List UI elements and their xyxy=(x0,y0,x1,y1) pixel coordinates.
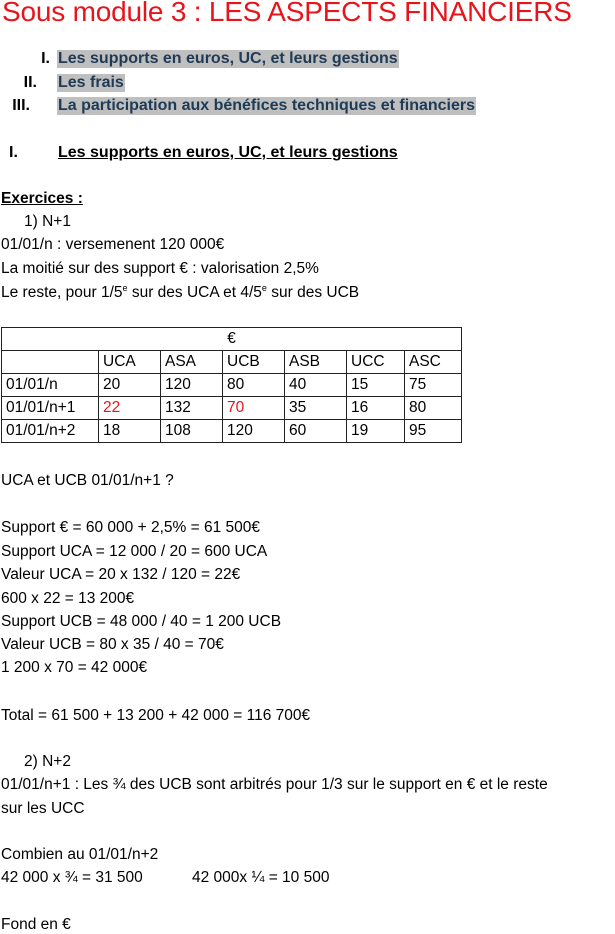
toc-item[interactable] xyxy=(0,74,615,96)
table-header-cell: UCB xyxy=(223,351,285,374)
table-cell: 01/01/n xyxy=(2,374,99,397)
table-header-cell: ASC xyxy=(405,351,462,374)
table-row xyxy=(2,374,462,397)
table-cell: 132 xyxy=(161,397,223,420)
exercise-2-calc: 42 000 x ¾ = 31 500 xyxy=(1,869,143,886)
section-heading-label: Les supports en euros, UC, et leurs gestions xyxy=(58,144,398,161)
table-cell: 01/01/n+2 xyxy=(2,420,99,443)
table-cell: 80 xyxy=(405,397,462,420)
text-fragment: Le reste, pour 1/5 xyxy=(1,284,123,302)
total-line: Total = 61 500 + 13 200 + 42 000 = 116 700€ xyxy=(1,707,311,724)
calc-line: Support UCB = 48 000 / 40 = 1 200 UCB xyxy=(1,613,282,630)
calc-line: Valeur UCB = 80 x 35 / 40 = 70€ xyxy=(1,636,224,653)
exercise-1-heading: 1) N+1 xyxy=(24,213,71,230)
toc-item-label: Les frais xyxy=(58,74,124,91)
toc-item-number: II. xyxy=(23,74,37,91)
table-cell: 95 xyxy=(405,420,462,443)
exercise-2-calc: 42 000x ¼ = 10 500 xyxy=(192,869,330,886)
table-cell: 18 xyxy=(99,420,161,443)
exercises-label: Exercices : xyxy=(1,190,83,207)
toc-item[interactable] xyxy=(0,50,615,72)
table-cell: 01/01/n+1 xyxy=(2,397,99,420)
table-cell: 20 xyxy=(99,374,161,397)
table-cell: 75 xyxy=(405,374,462,397)
calc-line: Valeur UCA = 20 x 132 / 120 = 22€ xyxy=(1,566,241,583)
exercise-2-line: Combien au 01/01/n+2 xyxy=(1,846,159,863)
table-header-cell xyxy=(2,351,99,374)
table-cell: 80 xyxy=(223,374,285,397)
superscript: e xyxy=(122,283,128,293)
table-cell: 60 xyxy=(285,420,347,443)
table-cell-highlighted: 22 xyxy=(99,397,161,420)
exercise-2-line: Fond en € xyxy=(1,916,71,933)
table-cell: 15 xyxy=(347,374,405,397)
table-cell: 35 xyxy=(285,397,347,420)
table-cell: 19 xyxy=(347,420,405,443)
table-row xyxy=(2,420,462,443)
superscript: e xyxy=(261,283,267,293)
exercise-1-line xyxy=(1,283,359,302)
exercise-1-line: La moitié sur des support € : valorisation 2,5% xyxy=(1,260,319,277)
section-heading xyxy=(58,144,398,162)
values-table xyxy=(1,327,462,443)
exercise-1-line: 01/01/n : versemenent 120 000€ xyxy=(1,236,225,253)
page-title: Sous module 3 : LES ASPECTS FINANCIERS xyxy=(2,0,572,27)
calc-line: 1 200 x 70 = 42 000€ xyxy=(1,659,148,676)
toc-item-number: I. xyxy=(41,50,50,67)
table-currency-row xyxy=(2,328,462,351)
exercise-2-line: sur les UCC xyxy=(1,800,85,817)
calc-line: 600 x 22 = 13 200€ xyxy=(1,590,135,607)
text-fragment: sur des UCA et 4/5 xyxy=(127,284,262,302)
exercise-2-line: 01/01/n+1 : Les ¾ des UCB sont arbitrés pour 1/3 sur le support en € et le reste xyxy=(1,776,548,793)
table-header-row xyxy=(2,351,462,374)
toc-item-label: Les supports en euros, UC, et leurs gestions xyxy=(58,50,398,67)
toc-item-number: III. xyxy=(12,97,30,114)
table-row xyxy=(2,397,462,420)
table-header-cell: ASB xyxy=(285,351,347,374)
currency-header: € xyxy=(2,328,462,351)
question-line: UCA et UCB 01/01/n+1 ? xyxy=(1,472,174,489)
text-fragment: sur des UCB xyxy=(266,284,360,302)
table-cell: 16 xyxy=(347,397,405,420)
table-cell: 120 xyxy=(161,374,223,397)
table-cell: 40 xyxy=(285,374,347,397)
calc-line: Support € = 60 000 + 2,5% = 61 500€ xyxy=(1,519,260,536)
table-cell-highlighted: 70 xyxy=(223,397,285,420)
table-cell: 120 xyxy=(223,420,285,443)
section-number: I. xyxy=(9,144,18,161)
toc-item[interactable] xyxy=(0,97,615,119)
table-cell: 108 xyxy=(161,420,223,443)
table-header-cell: UCC xyxy=(347,351,405,374)
table-header-cell: UCA xyxy=(99,351,161,374)
table-header-cell: ASA xyxy=(161,351,223,374)
calc-line: Support UCA = 12 000 / 20 = 600 UCA xyxy=(1,543,268,560)
toc-item-label: La participation aux bénéfices techniques et financiers xyxy=(58,97,476,114)
exercise-2-heading: 2) N+2 xyxy=(24,753,71,770)
